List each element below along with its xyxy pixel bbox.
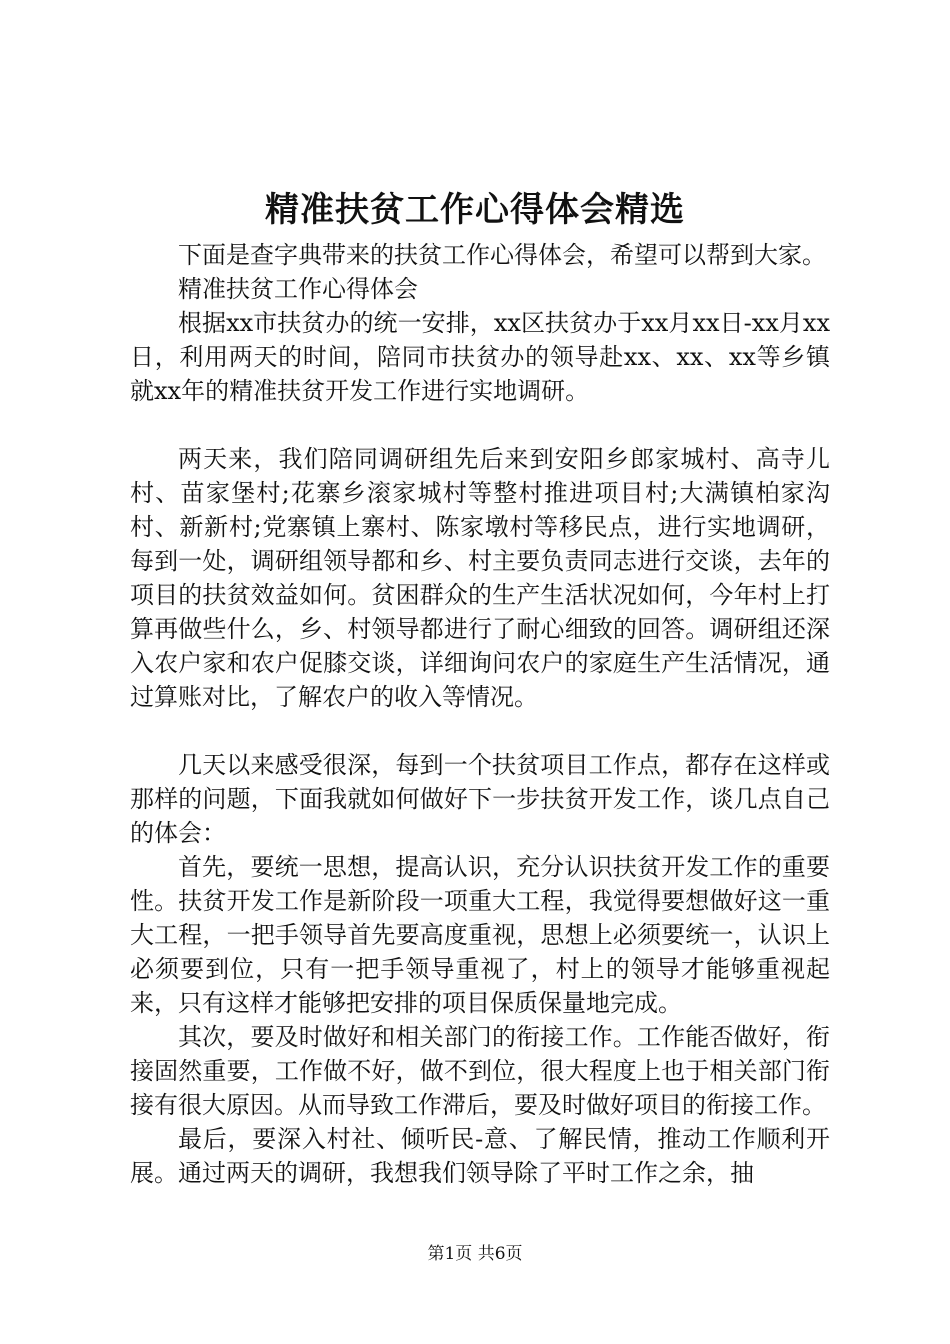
body-paragraph-1: 根据xx市扶贫办的统一安排，xx区扶贫办于xx月xx日-xx月xx日，利用两天的时间，陪同市扶贫办的领导赴xx、xx、xx等乡镇就xx年的精准扶贫开发工作进行实地调研。	[130, 309, 830, 405]
body-paragraph-4: 首先，要统一思想，提高认识，充分认识扶贫开发工作的重要性。扶贫开发工作是新阶段一项重大工程，我觉得要想做好这一重大工程，一把手领导首先要高度重视，思想上必须要统一，认识上必须要到位，只有一把手领导重视了，村上的领导才能够重视起来，只有这样才能够把安排的项目保质保量地完成。	[130, 853, 830, 1017]
page-number-footer: 第1页 共6页	[427, 1244, 523, 1264]
intro-paragraph: 下面是查字典带来的扶贫工作心得体会，希望可以帮到大家。	[178, 241, 826, 269]
document-title: 精准扶贫工作心得体会精选	[265, 190, 685, 230]
section-heading: 精准扶贫工作心得体会	[178, 275, 418, 303]
body-paragraph-5: 其次，要及时做好和相关部门的衔接工作。工作能否做好，衔接固然重要，工作做不好，做不到位，很大程度上也于相关部门衔接有很大原因。从而导致工作滞后，要及时做好项目的衔接工作。	[130, 1023, 830, 1119]
document-body	[130, 238, 830, 1190]
body-paragraph-2: 两天来，我们陪同调研组先后来到安阳乡郎家城村、高寺儿村、苗家堡村;花寨乡滚家城村等整村推进项目村;大满镇柏家沟村、新新村;党寨镇上寨村、陈家墩村等移民点，进行实地调研，每到一处，调研组领导都和乡、村主要负责同志进行交谈，去年的项目的扶贫效益如何。贫困群众的生产生活状况如何，今年村上打算再做些什么，乡、村领导都进行了耐心细致的回答。调研组还深入农户家和农户促膝交谈，详细询问农户的家庭生产生活情况，通过算账对比，了解农户的收入等情况。	[130, 445, 830, 711]
body-paragraph-3: 几天以来感受很深，每到一个扶贫项目工作点，都存在这样或那样的问题，下面我就如何做好下一步扶贫开发工作，谈几点自己的体会：	[130, 751, 830, 847]
body-paragraph-6: 最后，要深入村社、倾听民-意、了解民情，推动工作顺利开展。通过两天的调研，我想我们领导除了平时工作之余，抽	[130, 1125, 830, 1187]
